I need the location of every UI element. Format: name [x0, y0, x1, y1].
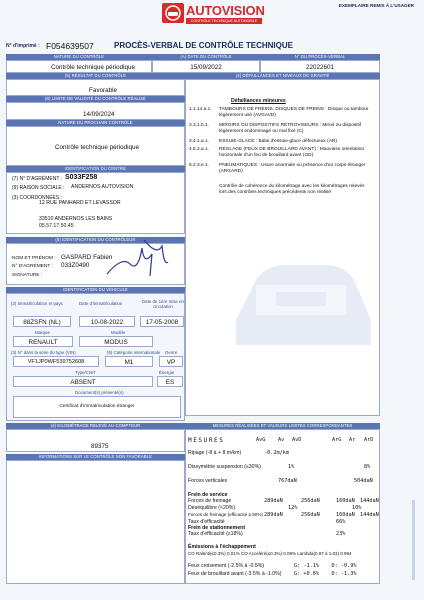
controller-panel [6, 243, 185, 285]
controller-agrement-label: N° D'AGRÉMENT : [12, 264, 53, 269]
category-value: M1 [105, 356, 153, 367]
controller-name-label: NOM ET PRÉNOM : [12, 256, 56, 261]
brand-name: AUTOVISION [186, 3, 265, 18]
date-header: (A) DATE DU CONTRÔLE [152, 54, 260, 60]
immat-value: 88ZSFN (NL) [13, 316, 71, 327]
printed-no: F054639507 [46, 41, 94, 51]
other-info-header: INFORMATIONS SUR LE CONTRÔLE NON FAVORABLE [6, 454, 185, 460]
vehicle-panel: (2) Immatriculation et pays Date d'immatriculation Date de 1ère mise en circulation 88ZSFN (NL) 10-08-2022 17-05-2008 Marque Modèle RENAULT MODUS (3) N° dans la série du type (VIN) (5) Catégorie internationale Genre VF1JP0WF539752608 M1 VP Type/CNIT Énergie ABSENT ES Document(s) présenté(s) Certificat d'immatriculation étranger [6, 293, 185, 421]
vin-value: VF1JP0WF539752608 [13, 356, 99, 367]
odometer-note: Contrôle de cohérence du kilométrage avec les kilométrages relevés lors des contrôles techniques précédents non réalisé [219, 184, 365, 195]
printed-no-label: N° d'imprimé : [6, 43, 40, 49]
address-line: 33510 ANDERNOS LES BAINS [39, 216, 113, 222]
next-value: Contrôle technique périodique [6, 126, 185, 166]
pv-header: N° DU PROCÈS-VERBAL [260, 54, 380, 60]
defect-list [189, 107, 377, 179]
raison-label: (9) RAISON SOCIALE : [12, 185, 65, 191]
date-immat-value: 10-08-2022 [79, 316, 135, 327]
marque-value: RENAULT [13, 336, 73, 347]
center-agrement-label: (7) N° D'AGRÉMENT : [12, 176, 63, 182]
center-header: IDENTIFICATION DU CENTRE [6, 166, 185, 172]
genre-value: VP [159, 356, 183, 367]
watermark-car-icon [226, 230, 376, 360]
defect-item: 3.3.1.b.1. MIROIRS OU DISPOSITIFS RÉTROVISEURS : Miroir ou dispositif légèrement endommagé ou mal fixé (C) [189, 123, 362, 134]
logo-car-icon [162, 3, 184, 23]
signature-image [102, 236, 172, 281]
defect-item: 1.1.14.a.1. TAMBOURS DE FREINS, DISQUES DE FREINS : Disque ou tambour légèrement usé (AVGAVD) [189, 107, 369, 118]
side-strip [412, 500, 415, 580]
nature-header: NATURE DU CONTRÔLE [6, 54, 152, 60]
result-header: (5) RÉSULTAT DU CONTRÔLE [6, 73, 185, 79]
first-circ-value: 17-05-2008 [140, 316, 184, 327]
pv-value: 22022601 [260, 60, 380, 73]
center-agrement: S033F258 [65, 174, 98, 181]
defect-item: 3.4.1.a.1. ESSUIE-GLACE : Balai d'essuie-glace défectueux (AR) [189, 139, 337, 144]
measures-panel: MESURES AvG Av AvD ArG Ar ArD Ripage (-8 à + 8 m/km) -0.2m/km Dissymétrie suspension (≤30%) 1% 8% Forces verticales 767daN 504daN Frein de service Forces de freinage 289daN 256daN 160daN 144daN Déséquilibre (<20%) 12% 10% Forces de freinage (efficacité ≥ 50%) 289daN 256daN 160daN 144daN Taux d'efficacité 66% Frein de stationnement Taux d'efficacité (≥18%) 23% Émissions à l'échappement CO Ralenti(≤0.3%) 0.01% CO Accéléré(≤0.3%) 0.08% Lambda(0.97 à 1.03) 0.994 Feux croisement (-2.5% à -0.5%) G: -1.1% D: -0.9% Feux de brouillard avant (-3.5% à -1.0%) G: +0.6% D: -1.3% [185, 429, 380, 584]
address-line: 05.57.17.50.45 [39, 223, 74, 229]
odometer-value: 89375 [6, 429, 185, 452]
defects-panel [185, 79, 380, 416]
type-value: ABSENT [13, 376, 153, 387]
result-value: Favorable [6, 79, 185, 96]
raison-value: ANDERNOS AUTOVISION [71, 184, 134, 190]
controller-agrement: 033Z0490 [61, 262, 90, 269]
copy-label: EXEMPLAIRE REMIS À L'USAGER [338, 3, 414, 8]
odometer-header: (4) KILOMÉTRAGE RELEVÉ AU COMPTEUR [6, 423, 185, 429]
validity-value: 14/09/2024 [6, 102, 185, 120]
vehicle-header: IDENTIFICATION DU VÉHICULE [6, 287, 185, 293]
address-line: 12 RUE PANHARD ET LEVASSOR [39, 200, 121, 206]
coord-label: (3) COORDONNÉES : [12, 195, 63, 201]
date-value: 15/09/2022 [152, 60, 260, 73]
defect-item: 5.2.3.e.1. PNEUMATIQUES : Usure anormale ou présence d'un corps étranger (ARGARD) [189, 163, 366, 174]
document-title: PROCÈS-VERBAL DE CONTRÔLE TECHNIQUE [114, 41, 293, 50]
energie-value: ES [157, 376, 183, 387]
validity-header: (6) LIMITE DE VALIDITÉ DU CONTRÔLE RÉALISÉ [6, 96, 185, 102]
autovision-logo [162, 3, 265, 25]
signature-label: SIGNATURE : [12, 273, 43, 278]
defects-header: (4) DÉFAILLANCES ET NIVEAUX DE GRAVITÉ [185, 73, 380, 79]
defects-title: Défaillances mineures [231, 98, 286, 104]
controller-name: GASPARD Fabien [61, 254, 113, 261]
modele-value: MODUS [79, 336, 153, 347]
other-info-panel [6, 460, 185, 584]
nature-value: Contrôle technique périodique [6, 60, 152, 73]
next-header: NATURE DU PROCHAIN CONTRÔLE [6, 120, 185, 126]
measures-header: MESURES RÉALISÉES ET VALEURS LIMITES CORRESPONDANTES [185, 423, 380, 429]
brand-subtitle: CONTRÔLE TECHNIQUE AUTOMOBILE [186, 18, 262, 24]
controller-header: (8) IDENTIFICATION DU CONTRÔLEUR [6, 237, 185, 243]
center-panel [6, 172, 185, 234]
defect-item: 4.5.2.a.1. RÉGLAGE (FEUX DE BROUILLARD AVANT) : Mauvaise orientation horizontale d'un feu de brouillard avant (GD) [189, 147, 365, 158]
document-value: Certificat d'immatriculation étranger [13, 396, 181, 418]
